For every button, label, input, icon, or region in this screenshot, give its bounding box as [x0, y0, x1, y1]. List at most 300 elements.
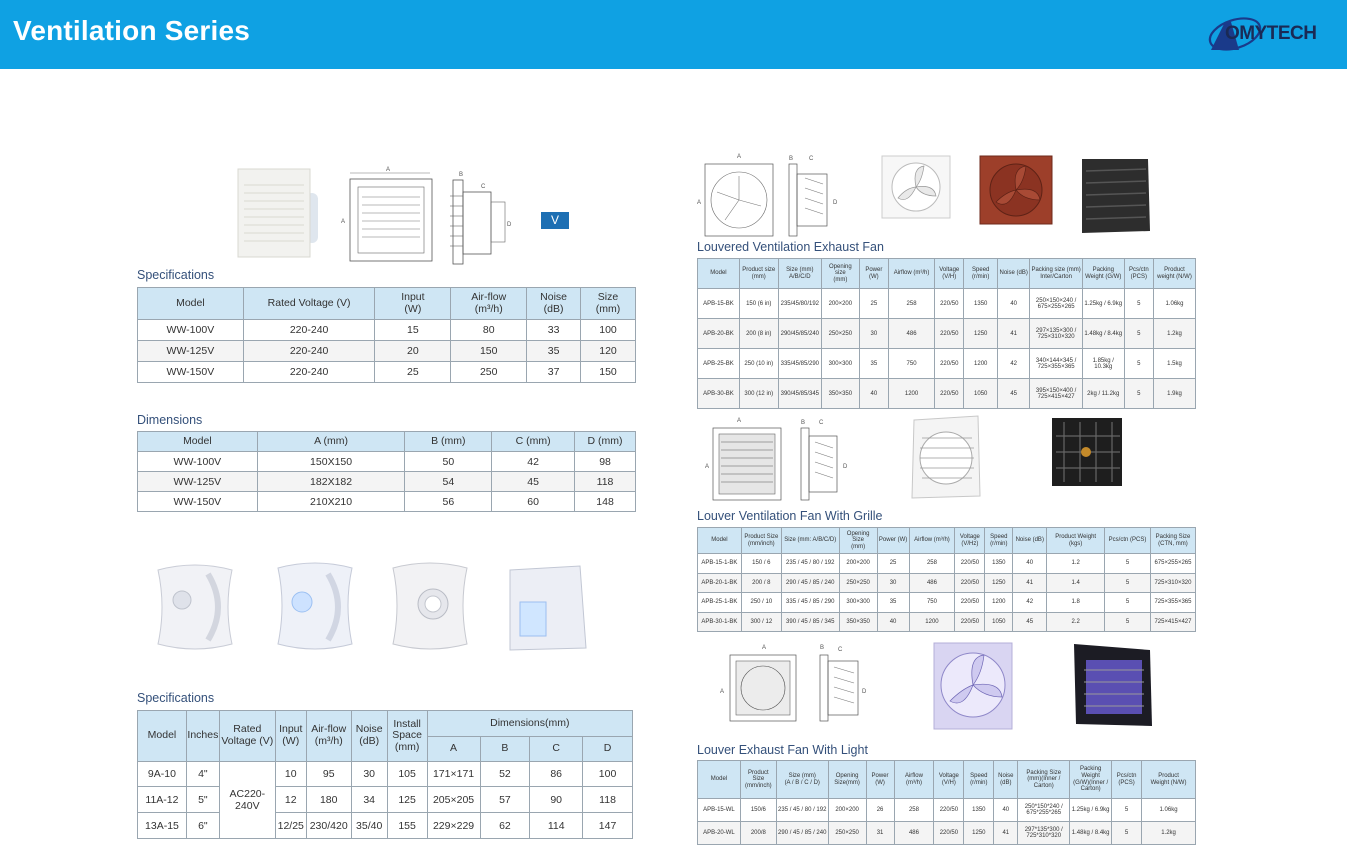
section-title-light-fan: Louver Exhaust Fan With Light	[697, 743, 868, 757]
cell: 220/50	[935, 319, 964, 349]
cell: 200×200	[839, 554, 877, 574]
cell: WW-100V	[138, 452, 258, 472]
cell: 205×205	[427, 787, 480, 813]
column-header: Speed (r/min)	[964, 761, 994, 799]
cell: 1050	[964, 379, 998, 409]
cell: 250 (10 in)	[739, 349, 778, 379]
cell: 182X182	[257, 472, 405, 492]
column-header: Model	[698, 259, 740, 289]
column-header: Opening Size(mm)	[828, 761, 866, 799]
cell: APB-15-WL	[698, 799, 741, 822]
cell: 35	[877, 593, 909, 613]
cell: 750	[909, 593, 955, 613]
cell: 150	[581, 362, 636, 383]
cell: 40	[994, 799, 1018, 822]
cell: 35	[527, 341, 581, 362]
header-model: Model	[138, 288, 244, 320]
cell: 250	[451, 362, 527, 383]
cell: 60	[492, 492, 575, 512]
dimensions-table	[137, 431, 636, 512]
header-d: D (mm)	[575, 432, 636, 452]
cell: WW-100V	[138, 320, 244, 341]
cell: APB-25-BK	[698, 349, 740, 379]
column-header: Product Size (mm/inch)	[740, 761, 776, 799]
cell: 50	[405, 452, 492, 472]
cell: 200×200	[821, 289, 859, 319]
cell: 13A-15	[138, 813, 187, 839]
logo-text: OMYTECH	[1225, 23, 1317, 44]
cell: 1200	[985, 593, 1013, 613]
cell: 26	[866, 799, 894, 822]
cell: 1250	[964, 822, 994, 845]
header-noise: Noise (dB)	[351, 711, 387, 762]
cell: APB-20-WL	[698, 822, 741, 845]
column-header: Voltage (V/Hz)	[955, 528, 985, 554]
cell: 5	[1105, 593, 1151, 613]
header-b: B	[480, 737, 530, 762]
bathroom-fan-image-1	[150, 560, 240, 655]
section-title-specifications-2: Specifications	[137, 691, 215, 705]
cell: 45	[997, 379, 1029, 409]
cell: 40	[997, 289, 1029, 319]
cell: 220-240	[243, 362, 375, 383]
column-header: Size (mm) A/B/C/D	[778, 259, 821, 289]
table-row	[698, 319, 1196, 349]
cell: 200 / 8	[741, 573, 781, 593]
cell: 5"	[186, 787, 219, 813]
column-header: Model	[698, 761, 741, 799]
wood-exhaust-fan-image	[978, 154, 1056, 226]
svg-text:A: A	[341, 219, 346, 225]
cell: 20	[375, 341, 451, 362]
table-row	[698, 593, 1196, 613]
cell: 45	[1013, 612, 1047, 632]
cell: 1.06kg	[1142, 799, 1196, 822]
cell: 250×250	[839, 573, 877, 593]
header-model: Model	[138, 711, 187, 762]
header-rated-voltage: Rated Voltage (V)	[243, 288, 375, 320]
cell: 5	[1124, 289, 1153, 319]
column-header: Packing Weight (G/W)	[1082, 259, 1124, 289]
cell: 98	[575, 452, 636, 472]
cell: 86	[530, 762, 583, 787]
svg-text:D: D	[507, 222, 512, 228]
table-row	[138, 492, 636, 512]
table-row	[698, 822, 1196, 845]
cell: 95	[306, 762, 351, 787]
cell: 56	[405, 492, 492, 512]
light-fan-image	[932, 641, 1014, 731]
black-louver-fan-image	[1078, 155, 1154, 235]
cell: 45	[492, 472, 575, 492]
cell: 220/50	[955, 612, 985, 632]
column-header: Size (mm: A/B/C/D)	[781, 528, 839, 554]
cell: 42	[1013, 593, 1047, 613]
cell: 395×150×400 / 725×415×427	[1030, 379, 1082, 409]
cell: 1.5kg	[1154, 349, 1196, 379]
column-header: Packing size (mm) Inter/Carton	[1030, 259, 1082, 289]
cell: 171×171	[427, 762, 480, 787]
cell: 40	[1013, 554, 1047, 574]
column-header: Product size (mm)	[739, 259, 778, 289]
svg-text:C: C	[481, 184, 486, 190]
svg-text:A: A	[737, 418, 742, 424]
voltage-cell: AC220-240V	[219, 762, 275, 839]
cell: 34	[351, 787, 387, 813]
column-header: Voltage (V/H)	[935, 259, 964, 289]
column-header: Power (W)	[866, 761, 894, 799]
cell: 220/50	[955, 593, 985, 613]
cell: APB-20-BK	[698, 319, 740, 349]
cell: 30	[351, 762, 387, 787]
header-c: C	[530, 737, 583, 762]
cell: 486	[894, 822, 934, 845]
header-b: B (mm)	[405, 432, 492, 452]
cell: 200×200	[828, 799, 866, 822]
cell: 100	[583, 762, 633, 787]
cell: 220-240	[243, 341, 375, 362]
cell: WW-125V	[138, 341, 244, 362]
cell: 150 (6 in)	[739, 289, 778, 319]
cell: 210X210	[257, 492, 405, 512]
column-header: Product weight (N/W)	[1154, 259, 1196, 289]
header-noise: Noise (dB)	[527, 288, 581, 320]
cell: 5	[1124, 319, 1153, 349]
table-row	[138, 362, 636, 383]
cell: 25	[375, 362, 451, 383]
header-airflow: Air-flow (m³/h)	[306, 711, 351, 762]
header-dimensions: Dimensions(mm)	[427, 711, 632, 737]
cell: 105	[387, 762, 427, 787]
cell: 42	[997, 349, 1029, 379]
cell: 41	[997, 319, 1029, 349]
cell: 100	[581, 320, 636, 341]
column-header: Power (W)	[859, 259, 888, 289]
cell: 30	[859, 319, 888, 349]
cell: 250 / 10	[741, 593, 781, 613]
cell: 300×300	[821, 349, 859, 379]
bathroom-fan-image-4	[500, 562, 590, 657]
cell: 4"	[186, 762, 219, 787]
cell: 250*150*240 / 675*255*265	[1018, 799, 1070, 822]
louvered-exhaust-fan-table	[697, 258, 1196, 409]
cell: 5	[1124, 349, 1153, 379]
cell: 250×150×240 / 675×255×265	[1030, 289, 1082, 319]
cell: 725×415×427	[1150, 612, 1195, 632]
column-header: Opening size (mm)	[821, 259, 859, 289]
cell: 33	[527, 320, 581, 341]
cell: 150	[451, 341, 527, 362]
header-rated-voltage: Rated Voltage (V)	[219, 711, 275, 762]
cell: 57	[480, 787, 530, 813]
cell: 258	[894, 799, 934, 822]
svg-text:B: B	[820, 645, 825, 651]
cell: 725×310×320	[1150, 573, 1195, 593]
white-exhaust-fan-image	[878, 154, 954, 220]
cell: 335/45/85/290	[778, 349, 821, 379]
svg-text:A: A	[737, 154, 742, 160]
cell: 1200	[889, 379, 935, 409]
cell: 1.85kg / 10.3kg	[1082, 349, 1124, 379]
cell: 1200	[909, 612, 955, 632]
header-d: D	[583, 737, 633, 762]
cell: 114	[530, 813, 583, 839]
svg-text:C: C	[819, 420, 824, 426]
cell: 220/50	[955, 573, 985, 593]
cell: 118	[575, 472, 636, 492]
cell: 35/40	[351, 813, 387, 839]
cell: APB-20-1-BK	[698, 573, 742, 593]
cell: 12	[275, 787, 306, 813]
header-input: Input (W)	[375, 288, 451, 320]
cell: WW-125V	[138, 472, 258, 492]
cell: 258	[889, 289, 935, 319]
table-row	[698, 612, 1196, 632]
cell: 250×250	[828, 822, 866, 845]
cell: 1250	[985, 573, 1013, 593]
table-row	[138, 813, 633, 839]
header-c: C (mm)	[492, 432, 575, 452]
cell: 180	[306, 787, 351, 813]
cell: 1.48kg / 8.4kg	[1070, 822, 1112, 845]
cell: 12/25	[275, 813, 306, 839]
cell: 1350	[985, 554, 1013, 574]
table-row	[698, 379, 1196, 409]
table-row	[138, 762, 633, 787]
cell: 150 / 6	[741, 554, 781, 574]
cell: 80	[451, 320, 527, 341]
wall-fan-product-image	[236, 165, 320, 261]
cell: 62	[480, 813, 530, 839]
cell: 25	[859, 289, 888, 319]
cell: 2kg / 11.2kg	[1082, 379, 1124, 409]
cell: 350×350	[839, 612, 877, 632]
cell: 120	[581, 341, 636, 362]
section-title-louvered-fan: Louvered Ventilation Exhaust Fan	[697, 240, 884, 254]
svg-text:C: C	[838, 647, 843, 653]
cell: 31	[866, 822, 894, 845]
header-airflow: Air-flow (m³/h)	[451, 288, 527, 320]
cell: 235 / 45 / 80 / 192	[781, 554, 839, 574]
grille-fan-table	[697, 527, 1196, 632]
svg-text:A: A	[697, 200, 702, 206]
grille-fan-image	[908, 414, 984, 500]
cell: 35	[859, 349, 888, 379]
svg-text:A: A	[762, 645, 767, 651]
cell: 290 / 45 / 85 / 240	[776, 822, 828, 845]
cell: 230/420	[306, 813, 351, 839]
column-header: Packing Size (CTN, mm)	[1150, 528, 1195, 554]
table-row	[698, 554, 1196, 574]
cell: 1200	[964, 349, 998, 379]
column-header: Airflow (m³/h)	[894, 761, 934, 799]
column-header: Voltage (V/H)	[934, 761, 964, 799]
cell: APB-15-1-BK	[698, 554, 742, 574]
header-size: Size (mm)	[581, 288, 636, 320]
column-header: Airflow (m³/h)	[909, 528, 955, 554]
cell: 11A-12	[138, 787, 187, 813]
louvered-fan-dimension-drawings	[697, 152, 857, 240]
cell: 220/50	[935, 289, 964, 319]
dimension-label-a-top: A	[386, 167, 391, 173]
cell: 220/50	[935, 379, 964, 409]
column-header: Packing Weight (G/W)(Inner / Carton)	[1070, 761, 1112, 799]
table-row	[698, 573, 1196, 593]
front-dimension-drawing	[340, 163, 438, 267]
cell: 725×355×365	[1150, 593, 1195, 613]
cell: 290/45/85/240	[778, 319, 821, 349]
cell: 5	[1124, 379, 1153, 409]
column-header: Product Size (mm/inch)	[741, 528, 781, 554]
table-row	[698, 799, 1196, 822]
table-row	[138, 452, 636, 472]
table-row	[698, 289, 1196, 319]
cell: 5	[1105, 612, 1151, 632]
cell: 155	[387, 813, 427, 839]
header-a: A (mm)	[257, 432, 405, 452]
cell: 15	[375, 320, 451, 341]
cell: 54	[405, 472, 492, 492]
header-input: Input (W)	[275, 711, 306, 762]
cell: 52	[480, 762, 530, 787]
cell: 1.25kg / 6.9kg	[1070, 799, 1112, 822]
cell: WW-150V	[138, 362, 244, 383]
bathroom-fan-image-3	[385, 560, 475, 655]
header-a: A	[427, 737, 480, 762]
column-header: Speed (r/min)	[964, 259, 998, 289]
cell: 300×300	[839, 593, 877, 613]
cell: 125	[387, 787, 427, 813]
cell: 42	[492, 452, 575, 472]
light-fan-table	[697, 760, 1196, 845]
table-row	[138, 472, 636, 492]
svg-text:C: C	[809, 156, 814, 162]
svg-text:D: D	[833, 200, 838, 206]
cell: 90	[530, 787, 583, 813]
light-fan-dimension-drawings	[712, 643, 874, 729]
column-header: Packing Size (mm)(Inner / Carton)	[1018, 761, 1070, 799]
black-light-fan-image	[1070, 640, 1156, 730]
column-header: Pcs/ctn (PCS)	[1124, 259, 1153, 289]
cell: 1.25kg / 6.9kg	[1082, 289, 1124, 319]
cell: 1350	[964, 289, 998, 319]
cell: 1.2kg	[1154, 319, 1196, 349]
column-header: Pcs/ctn (PCS)	[1112, 761, 1142, 799]
table-row	[138, 341, 636, 362]
cell: 1.2	[1047, 554, 1105, 574]
cell: 5	[1105, 573, 1151, 593]
cell: 25	[877, 554, 909, 574]
cell: 1.4	[1047, 573, 1105, 593]
header-install-space: Install Space (mm)	[387, 711, 427, 762]
cell: APB-25-1-BK	[698, 593, 742, 613]
cell: 37	[527, 362, 581, 383]
column-header: Opening Size (mm)	[839, 528, 877, 554]
column-header: Size (mm) (A / B / C / D)	[776, 761, 828, 799]
cell: 229×229	[427, 813, 480, 839]
cell: 41	[994, 822, 1018, 845]
cell: 340×144×345 / 725×355×365	[1030, 349, 1082, 379]
black-grille-fan-image	[1050, 414, 1124, 490]
grille-fan-dimension-drawings	[697, 416, 857, 504]
cell: 5	[1112, 799, 1142, 822]
section-title-grille-fan: Louver Ventilation Fan With Grille	[697, 509, 883, 523]
column-header: Pcs/ctn (PCS)	[1105, 528, 1151, 554]
page-title: Ventilation Series	[13, 15, 251, 46]
cell: 390/45/85/345	[778, 379, 821, 409]
cell: 200/8	[740, 822, 776, 845]
cell: 297×135×300 / 725×310×320	[1030, 319, 1082, 349]
column-header: Noise (dB)	[994, 761, 1018, 799]
svg-text:D: D	[862, 689, 867, 695]
column-header: Airflow (m³/h)	[889, 259, 935, 289]
cell: 235 / 45 / 80 / 192	[776, 799, 828, 822]
section-title-dimensions: Dimensions	[137, 413, 203, 427]
table-row	[698, 349, 1196, 379]
cell: 147	[583, 813, 633, 839]
svg-text:A: A	[720, 689, 725, 695]
cell: 1250	[964, 319, 998, 349]
column-header: Power (W)	[877, 528, 909, 554]
brand-logo	[1205, 8, 1335, 60]
cell: 750	[889, 349, 935, 379]
svg-text:B: B	[459, 172, 464, 178]
table-row	[138, 320, 636, 341]
cell: APB-15-BK	[698, 289, 740, 319]
header-bar	[0, 0, 1347, 69]
cell: WW-150V	[138, 492, 258, 512]
column-header: Noise (dB)	[1013, 528, 1047, 554]
cell: 300 / 12	[741, 612, 781, 632]
cell: 118	[583, 787, 633, 813]
cell: 290 / 45 / 85 / 240	[781, 573, 839, 593]
cell: 675×255×265	[1150, 554, 1195, 574]
column-header: Product Weight (N/W)	[1142, 761, 1196, 799]
specifications-table	[137, 287, 636, 383]
cell: 297*135*300 / 725*310*320	[1018, 822, 1070, 845]
cell: 1.2kg	[1142, 822, 1196, 845]
cell: 335 / 45 / 85 / 290	[781, 593, 839, 613]
cell: 30	[877, 573, 909, 593]
cell: 1.48kg / 8.4kg	[1082, 319, 1124, 349]
cell: 41	[1013, 573, 1047, 593]
cell: 486	[909, 573, 955, 593]
cell: 1050	[985, 612, 1013, 632]
specifications-table-2	[137, 710, 633, 839]
cell: 220/50	[934, 799, 964, 822]
cell: 300 (12 in)	[739, 379, 778, 409]
cell: 40	[877, 612, 909, 632]
svg-text:B: B	[789, 156, 794, 162]
cell: 150X150	[257, 452, 405, 472]
model-series-badge: V	[541, 212, 569, 229]
svg-text:A: A	[705, 464, 710, 470]
svg-text:D: D	[843, 464, 848, 470]
column-header: Model	[698, 528, 742, 554]
cell: 220/50	[934, 822, 964, 845]
cell: 390 / 45 / 85 / 345	[781, 612, 839, 632]
cell: 1.06kg	[1154, 289, 1196, 319]
cell: 148	[575, 492, 636, 512]
cell: APB-30-1-BK	[698, 612, 742, 632]
cell: 150/6	[740, 799, 776, 822]
cell: 220-240	[243, 320, 375, 341]
cell: 235/45/80/192	[778, 289, 821, 319]
bathroom-fan-image-2	[270, 560, 360, 655]
cell: 1.8	[1047, 593, 1105, 613]
side-dimension-drawing	[447, 168, 519, 266]
cell: 5	[1112, 822, 1142, 845]
